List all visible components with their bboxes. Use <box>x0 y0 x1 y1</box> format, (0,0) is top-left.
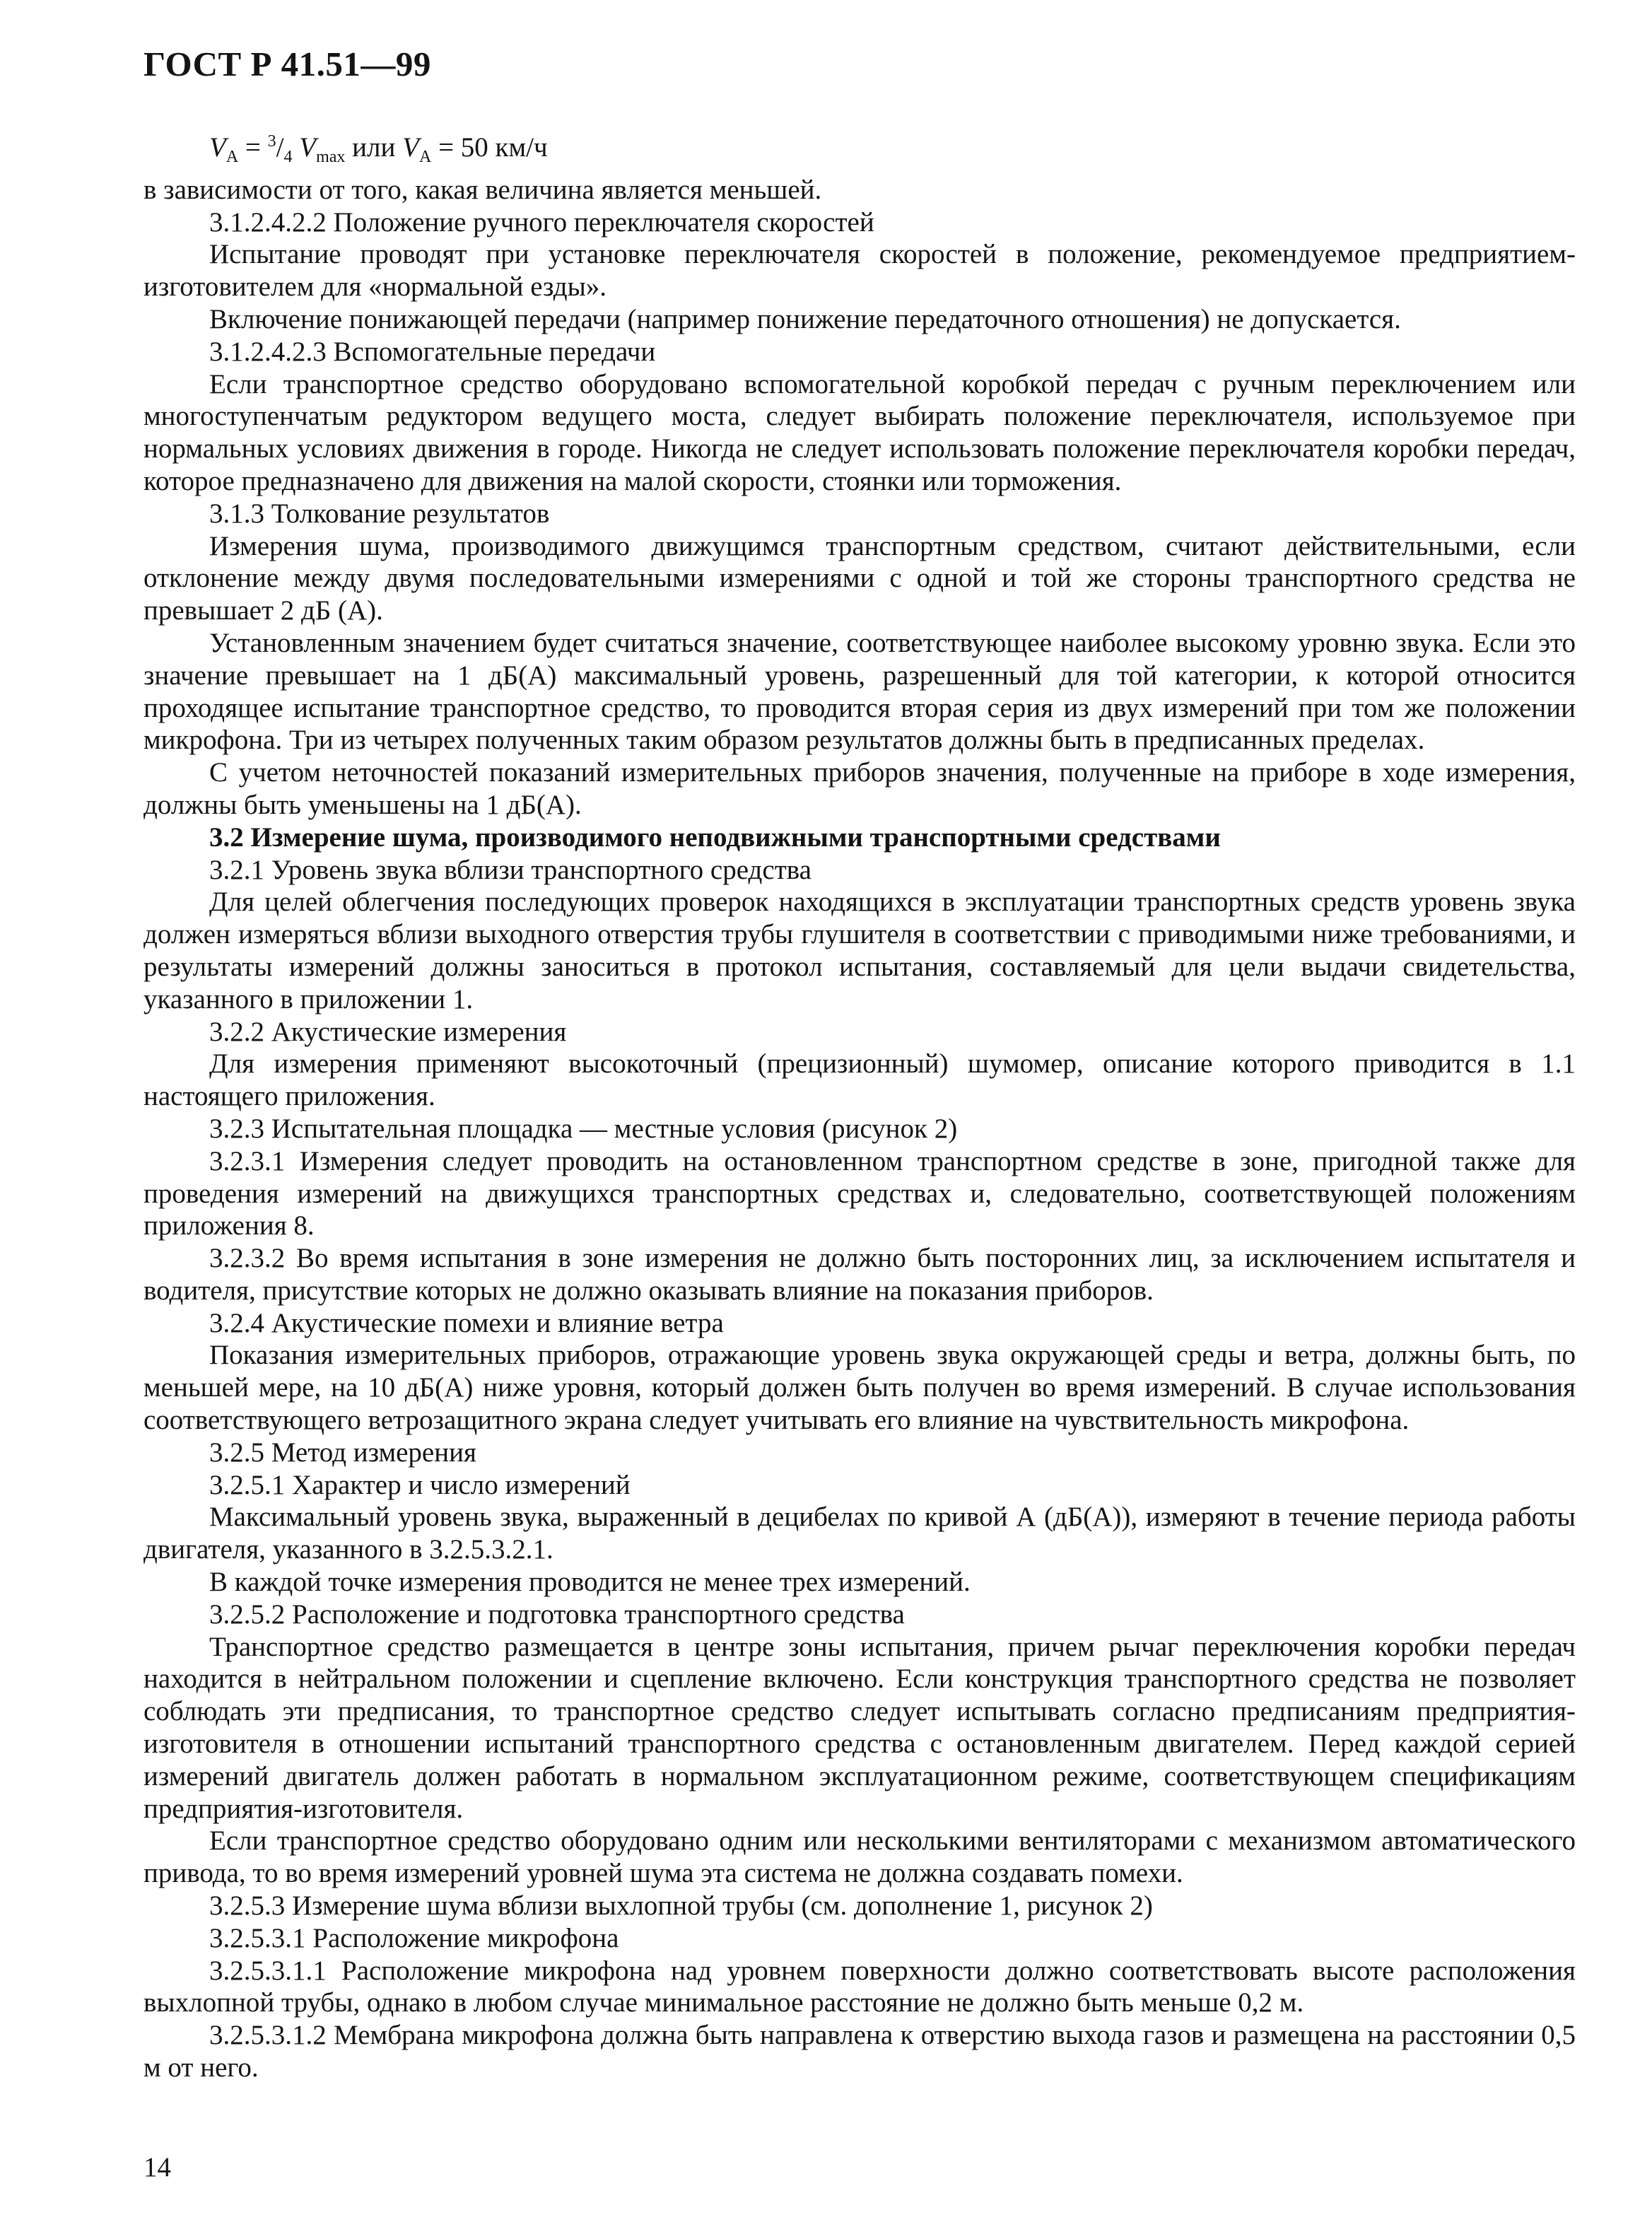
section-heading: 3.1.2.4.2.2 Положение ручного переключателя скоростей <box>209 206 874 238</box>
section-heading: 3.1.3 Толкование результатов <box>209 498 550 529</box>
paragraph: Если транспортное средство оборудовано одним или несколькими вентиляторами с механизмом автоматического привода, то во время измерений уровней шума эта система не должна создавать помехи. <box>143 1825 1576 1889</box>
paragraph: С учетом неточностей показаний измерительных приборов значения, полученные на приборе в ходе измерения, должны быть уменьшены на 1 дБ(А). <box>143 757 1576 820</box>
section-heading: 3.2.5.3.1 Расположение микрофона <box>209 1922 619 1953</box>
section-heading: 3.2.5.1 Характер и число измерений <box>209 1469 631 1500</box>
page-number: 14 <box>143 2152 171 2182</box>
section-heading: 3.2.5.2 Расположение и подготовка транспортного средства <box>209 1598 905 1630</box>
paragraph: Испытание проводят при установке переключателя скоростей в положение, рекомендуемое предприятием-изготовителем для «нормальной езды». <box>143 239 1576 303</box>
paragraph: 3.2.3.2 Во время испытания в зоне измерения не должно быть посторонних лиц, за исключением испытателя и водителя, присутствие которых не должно оказывать влияние на показания приборов. <box>143 1243 1576 1306</box>
paragraph: Если транспортное средство оборудовано вспомогательной коробкой передач с ручным переключением или многоступенчатым редуктором ведущего моста, следует выбирать положение переключателя, используемое при нормальных условиях движения в городе. Никогда не следует использовать положение переключателя коробки передач, которое предназначено для движения на малой скорости, стоянки или торможения. <box>143 368 1576 496</box>
paragraph: 3.2.3.1 Измерения следует проводить на остановленном транспортном средстве в зоне, пригодной также для проведения измерений на движущихся транспортных средствах и, следовательно, соответствующей положениям приложения 8. <box>143 1145 1576 1241</box>
paragraph: Для целей облегчения последующих проверок находящихся в эксплуатации транспортных средств уровень звука должен измеряться вблизи выходного отверстия трубы глушителя в соответствии с приводимыми ниже требованиями, и результаты измерений должны заноситься в протокол испытания, составляемый для цели выдачи свидетельства, указанного в приложении 1. <box>143 887 1576 1015</box>
section-heading: 3.1.2.4.2.3 Вспомогательные передачи <box>209 336 656 367</box>
paragraph: Измерения шума, производимого движущимся транспортным средством, считают действительными, если отклонение между двумя последовательными измерениями с одной и той же стороны транспортного средства не превышает 2 дБ (А). <box>143 530 1576 626</box>
section-heading: 3.2.3 Испытательная площадка — местные условия (рисунок 2) <box>209 1113 958 1144</box>
paragraph: Установленным значением будет считаться значение, соответствующее наиболее высокому уровню звука. Если это значение превышает на 1 дБ(А) максимальный уровень, разрешенный для той категории, к которой относится проходящее испытание транспортное средство, то проводится вторая серия из двух измерений при том же положении микрофона. Три из четырех полученных таким образом результатов должны быть в предписанных пределах. <box>143 627 1576 756</box>
section-heading: 3.2.5.3 Измерение шума вблизи выхлопной трубы (см. дополнение 1, рисунок 2) <box>209 1890 1153 1922</box>
paragraph: 3.2.5.3.1.2 Мембрана микрофона должна быть направлена к отверстию выхода газов и размещена на расстоянии 0,5 м от него. <box>143 2020 1576 2083</box>
paragraph: Для измерения применяют высокоточный (прецизионный) шумомер, описание которого приводится в 1.1 настоящего приложения. <box>143 1048 1576 1112</box>
standard-code-header: ГОСТ Р 41.51—99 <box>143 45 431 83</box>
document-body <box>143 126 1576 2084</box>
section-heading: 3.2.2 Акустические измерения <box>209 1016 567 1047</box>
paragraph: Транспортное средство размещается в центре зоны испытания, причем рычаг переключения коробки передач находится в нейтральном положении и сцепление включено. Если конструкция транспортного средства не позволяет соблюдать эти предписания, то транспортное средство следует испытывать согласно предписаниям предприятия-изготовителя в отношении испытаний транспортного средства с остановленным двигателем. Перед каждой серией измерений двигатель должен работать в нормальном эксплуатационном режиме, соответствующем спецификациям предприятия-изготовителя. <box>143 1631 1576 1824</box>
section-title: 3.2 Измерение шума, производимого неподвижными транспортными средствами <box>209 822 1221 853</box>
paragraph: Включение понижающей передачи (например понижение передаточного отношения) не допускается. <box>209 303 1401 334</box>
paragraph: 3.2.5.3.1.1 Расположение микрофона над уровнем поверхности должно соответствовать высоте расположения выхлопной трубы, однако в любом случае минимальное расстояние не должно быть меньше 0,2 м. <box>143 1955 1576 2018</box>
speed-formula: $V_A = ^3/_4$ $V_{max}$ или $V_A = 50$ км/ч <box>209 132 548 166</box>
section-heading: 3.2.4 Акустические помехи и влияние ветра <box>209 1307 724 1338</box>
paragraph: Показания измерительных приборов, отражающие уровень звука окружающей среды и ветра, должны быть, по меньшей мере, на 10 дБ(А) ниже уровня, который должен быть получен во время измерений. В случае использования соответствующего ветрозащитного экрана следует учитывать его влияние на чувствительность микрофона. <box>143 1340 1576 1436</box>
paragraph: В каждой точке измерения проводится не менее трех измерений. <box>209 1567 971 1598</box>
section-heading: 3.2.1 Уровень звука вблизи транспортного средства <box>209 854 812 885</box>
section-heading: 3.2.5 Метод измерения <box>209 1437 476 1468</box>
paragraph: в зависимости от того, какая величина является меньшей. <box>143 174 822 205</box>
paragraph: Максимальный уровень звука, выраженный в децибелах по кривой А (дБ(А)), измеряют в течение периода работы двигателя, указанного в 3.2.5.3.2.1. <box>143 1502 1576 1565</box>
